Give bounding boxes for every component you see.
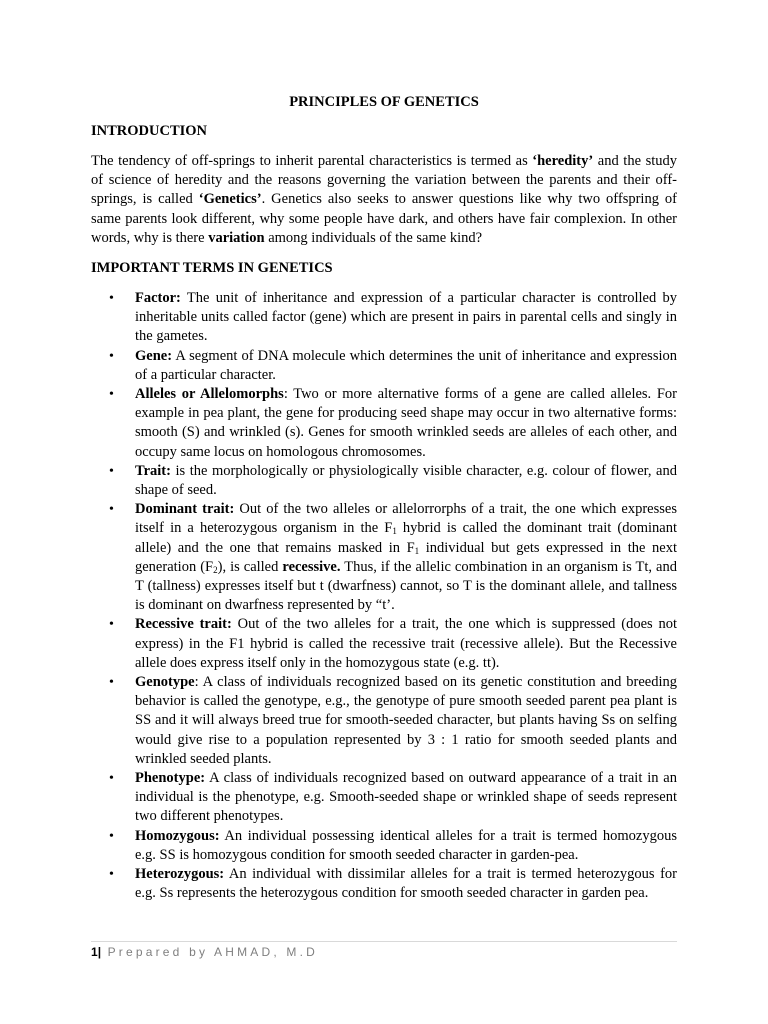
- page-footer: [91, 944, 318, 960]
- introduction-paragraph: The tendency of off-springs to inherit parental characteristics is termed as ‘heredity’ and the study of science of heredity and the reasons governing the variation between the parents and their off-springs, is called ‘Genetics’. Genetics also seeks to answer questions like why two offspring of same parents look different, why some people have dark, and others have fair complexion. In other words, why is there variation among individuals of the same kind?: [91, 153, 677, 246]
- terms-list: [91, 289, 677, 904]
- bullet-icon: •: [109, 867, 114, 883]
- bullet-icon: •: [109, 828, 114, 844]
- footer-prepared-by: Prepared by AHMAD, M.D: [101, 945, 319, 959]
- heredity-term: ‘heredity’: [532, 153, 594, 169]
- list-item-recessive-trait: • Recessive trait: Out of the two alleles for a trait, the one which is suppressed (does not express) in the F1 hybrid is called the recessive trait (recessive allele). But the Recessive allele does express itself only in the homozygous state (e.g. tt).: [109, 616, 677, 671]
- bullet-icon: •: [109, 502, 114, 518]
- introduction-heading: INTRODUCTION: [91, 123, 208, 139]
- bullet-icon: •: [109, 348, 114, 364]
- list-item-trait: • Trait: is the morphologically or physiologically visible character, e.g. colour of flower, and shape of seed.: [109, 462, 677, 499]
- list-item-phenotype: • Phenotype: A class of individuals recognized based on outward appearance of a trait in an individual is the phenotype, e.g. Smooth-seeded shape or wrinkled shape of seeds represent two different phenotypes.: [109, 770, 677, 825]
- list-item-gene: • Gene: A segment of DNA molecule which determines the unit of inheritance and expression of a particular character.: [109, 347, 677, 383]
- bullet-icon: •: [109, 291, 114, 306]
- list-item-alleles: • Alleles or Allelomorphs: Two or more alternative forms of a gene are called alleles. For example in pea plant, the gene for producing seed shape may occur in two alternative forms: smooth (S) and wrinkled (s). Genes for smooth wrinkled seeds are alleles of each other, and occupy same locus on homologous chromosomes.: [109, 386, 677, 460]
- document-title: PRINCIPLES OF GENETICS: [289, 94, 479, 110]
- list-item-factor: • Factor: The unit of inheritance and expression of a particular character is controlled by inheritable units called factor (gene) which are present in pairs in parental cells and singly in the gametes.: [109, 290, 677, 345]
- list-item-homozygous: • Homozygous: An individual possessing identical alleles for a trait is termed homozygous e.g. SS is homozygous condition for smooth seeded character in garden-pea.: [109, 827, 677, 863]
- genetics-term: ‘Genetics’: [198, 191, 262, 208]
- list-item-genotype: • Genotype: A class of individuals recognized based on its genetic constitution and breeding behavior is called the genotype, e.g., the genotype of pure smooth seeded parent pea plant is SS and it will always breed true for smooth-seeded character, but plants having Ss on selfing would give rise to a population represented by 3 : 1 ratio for smooth seeded plants and wrinkled seeded plants.: [109, 674, 677, 767]
- list-item-dominant-trait: • Dominant trait: Out of the two alleles or allelorrorphs of a trait, the one which expresses itself in a heterozygous organism in the $F_1$ hybrid is called the dominant trait (dominant allele) and the one that remains masked in $F_1$ individual but gets expressed in the next generation $(F_2)$, is called recessive. Thus, if the allelic combination in an organism is Tt, and T (tallness) expresses itself but t (dwarfness) cannot, so T is the dominant allele, and tallness is dominant on dwarfness represented by “t’.: [109, 501, 677, 614]
- bullet-icon: •: [109, 771, 114, 787]
- terms-heading: IMPORTANT TERMS IN GENETICS: [91, 260, 333, 276]
- page-number: 1: [91, 945, 98, 959]
- footer-separator: |: [97, 945, 102, 959]
- bullet-icon: •: [109, 387, 114, 403]
- bullet-icon: •: [109, 617, 114, 633]
- footer-divider: [91, 941, 677, 942]
- list-item-heterozygous: • Heterozygous: An individual with dissimilar alleles for a trait is termed heterozygous for e.g. Ss represents the heterozygous condition for smooth seeded character in garden pea.: [109, 866, 677, 902]
- variation-term: variation: [208, 229, 265, 246]
- bullet-icon: •: [109, 675, 114, 691]
- bullet-icon: •: [109, 463, 114, 479]
